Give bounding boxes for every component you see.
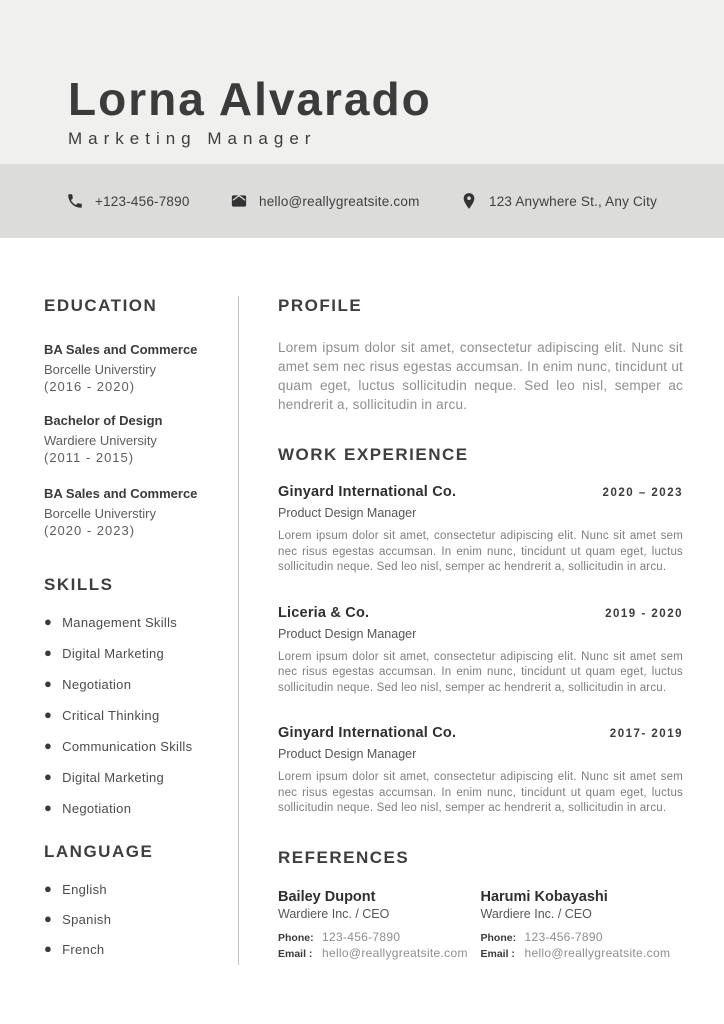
skill-label: Critical Thinking [62, 708, 160, 723]
reference-contacts [481, 930, 684, 962]
education-item [44, 486, 220, 539]
bullet-dot-icon: ● [44, 941, 53, 956]
reference-phone-line [278, 930, 481, 946]
map-pin-icon [460, 192, 478, 210]
header [0, 0, 724, 164]
job-company: Ginyard International Co. [278, 725, 457, 741]
job-dates: 2017- 2019 [609, 728, 683, 740]
bullet-dot-icon: ● [44, 676, 53, 691]
job-role: Product Design Manager [278, 506, 417, 520]
phone-icon [66, 192, 84, 210]
language-list [44, 882, 220, 958]
education-item [44, 413, 220, 466]
language-item [44, 942, 220, 958]
education-years: (2011 - 2015) [44, 450, 135, 465]
bullet-dot-icon: ● [44, 614, 53, 629]
job-header [278, 483, 683, 501]
job-header [278, 604, 683, 622]
education-degree: Bachelor of Design [44, 413, 163, 428]
content [0, 238, 724, 1024]
language-item [44, 882, 220, 898]
contact-phone [66, 164, 190, 238]
skill-item [44, 739, 220, 755]
reference-phone: 123-456-7890 [322, 929, 401, 944]
person-name: Lorna Alvarado [68, 73, 432, 125]
contact-bar [0, 164, 724, 238]
reference-phone-line [481, 930, 684, 946]
phone-label: Phone: [278, 931, 314, 944]
profile-text: Lorem ipsum dolor sit amet, consectetur adipiscing elit. Nunc sit amet sem nec risus egestas accumsan. In enim nunc, tincidunt ut quam eget, luctus sollicitudin neque. Sed leo nisl, semper ac hendrerit a, sollicitudin in arcu. [278, 340, 683, 412]
job-role: Product Design Manager [278, 747, 417, 761]
skill-item [44, 615, 220, 631]
education-degree: BA Sales and Commerce [44, 486, 198, 501]
references-row [278, 888, 683, 962]
email-label: Email : [278, 947, 313, 960]
reference-phone: 123-456-7890 [524, 929, 603, 944]
language-item [44, 912, 220, 928]
education-school: Borcelle Universtiry [44, 506, 156, 521]
bullet-dot-icon: ● [44, 800, 53, 815]
skill-label: Negotiation [62, 801, 132, 816]
job-entry [278, 604, 683, 697]
skill-label: Management Skills [62, 615, 178, 630]
job-description: Lorem ipsum dolor sit amet, consectetur adipiscing elit. Nunc sit amet sem nec risus egestas accumsan. In enim nunc, tincidunt ut quam eget, luctus sollicitudin neque. Sed leo nisl, semper ac hendrerit a, sollicitudin in arcu. [278, 530, 683, 573]
bullet-dot-icon: ● [44, 911, 53, 926]
contact-email [230, 164, 420, 238]
reference-position: Wardiere Inc. / CEO [278, 906, 390, 921]
job-role: Product Design Manager [278, 626, 417, 641]
skill-label: Digital Marketing [62, 646, 165, 661]
skill-item [44, 770, 220, 786]
left-column [0, 238, 238, 1024]
education-school: Wardiere University [44, 433, 157, 448]
skills-heading: SKILLS [44, 575, 114, 594]
education-heading: EDUCATION [44, 296, 158, 315]
contact-address [460, 164, 657, 238]
language-label: French [62, 942, 105, 957]
skill-item [44, 677, 220, 693]
reference-name: Harumi Kobayashi [480, 888, 608, 905]
job-description: Lorem ipsum dolor sit amet, consectetur adipiscing elit. Nunc sit amet sem nec risus egestas accumsan. In enim nunc, tincidunt ut quam eget, luctus sollicitudin neque. Sed leo nisl, semper ac hendrerit a, sollicitudin in arcu. [278, 771, 683, 814]
reference-contacts [278, 930, 481, 962]
bullet-dot-icon: ● [44, 881, 53, 896]
job-dates: 2020 – 2023 [602, 487, 683, 499]
right-column [238, 238, 724, 1024]
skills-list [44, 615, 220, 817]
job-company: Ginyard International Co. [278, 484, 457, 500]
column-divider [238, 296, 239, 965]
work-experience-heading: WORK EXPERIENCE [278, 445, 469, 464]
reference-email-line [278, 946, 481, 962]
skill-label: Digital Marketing [62, 770, 165, 785]
envelope-icon [230, 192, 248, 210]
bullet-dot-icon: ● [44, 738, 53, 753]
job-entry [278, 724, 683, 817]
bullet-dot-icon: ● [44, 769, 53, 784]
reference-email: hello@reallygreatsite.com [524, 945, 671, 960]
reference-card [481, 888, 684, 962]
skill-item [44, 801, 220, 817]
education-years: (2020 - 2023) [44, 523, 136, 538]
contact-email-text: hello@reallygreatsite.com [259, 193, 420, 209]
skill-label: Communication Skills [62, 739, 193, 754]
reference-email-line [481, 946, 684, 962]
language-label: English [62, 882, 107, 897]
job-header [278, 724, 683, 742]
job-description: Lorem ipsum dolor sit amet, consectetur adipiscing elit. Nunc sit amet sem nec risus egestas accumsan. In enim nunc, tincidunt ut quam eget, luctus sollicitudin neque. Sed leo nisl, semper ac hendrerit a, sollicitudin in arcu. [278, 650, 683, 694]
references-heading: REFERENCES [278, 847, 410, 867]
job-entry [278, 483, 683, 576]
language-label: Spanish [62, 912, 112, 927]
bullet-dot-icon: ● [44, 707, 53, 722]
contact-address-text: 123 Anywhere St., Any City [489, 193, 658, 209]
reference-email: hello@reallygreatsite.com [322, 945, 468, 960]
reference-position: Wardiere Inc. / CEO [480, 906, 592, 921]
skill-item [44, 708, 220, 724]
bullet-dot-icon: ● [44, 645, 53, 660]
reference-name: Bailey Dupont [278, 888, 376, 905]
profile-heading: PROFILE [278, 296, 363, 315]
person-title: Marketing Manager [68, 129, 317, 148]
skill-item [44, 646, 220, 662]
job-company: Liceria & Co. [278, 604, 370, 621]
phone-label: Phone: [480, 931, 517, 944]
reference-card [278, 888, 481, 962]
education-years: (2016 - 2020) [44, 379, 136, 394]
education-degree: BA Sales and Commerce [44, 342, 198, 357]
education-school: Borcelle Universtiry [44, 362, 156, 377]
email-label: Email : [480, 947, 515, 960]
education-item [44, 342, 220, 395]
contact-phone-text: +123-456-7890 [95, 193, 190, 209]
job-dates: 2019 - 2020 [605, 607, 683, 620]
skill-label: Negotiation [62, 677, 132, 692]
language-heading: LANGUAGE [44, 842, 154, 861]
